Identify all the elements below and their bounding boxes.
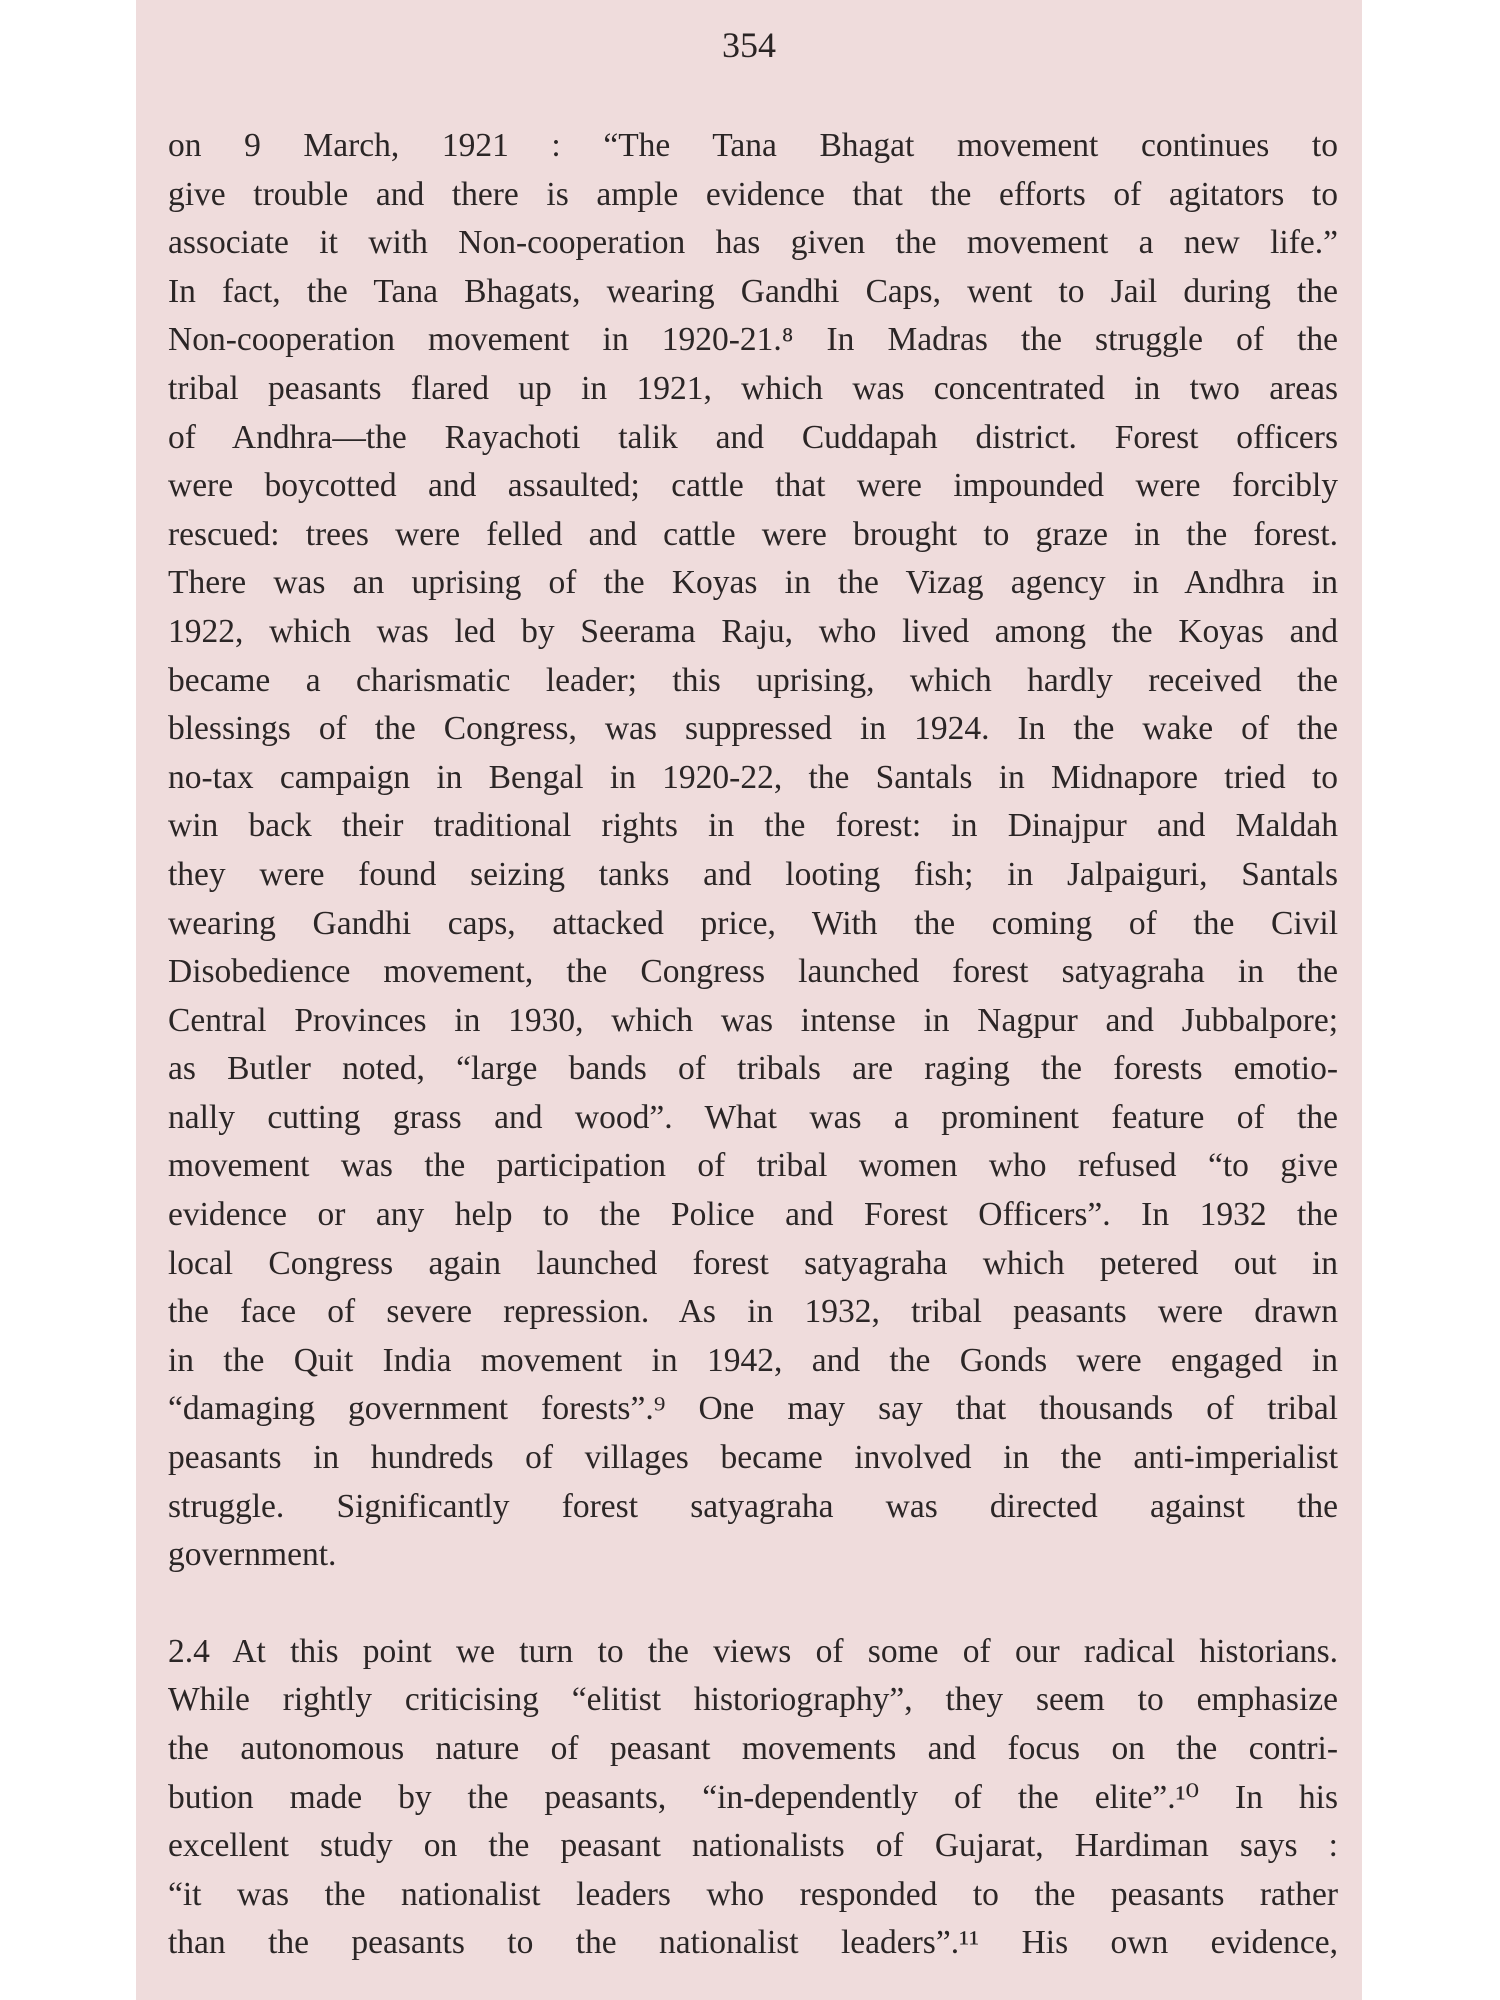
text-line: government. (168, 1536, 337, 1574)
text-line: In fact, the Tana Bhagats, wearing Gandhi Caps, went to Jail during the (168, 272, 1338, 310)
text-line: in the Quit India movement in 1942, and the Gonds were engaged in (168, 1341, 1338, 1379)
text-line: wearing Gandhi caps, attacked price, With the coming of the Civil (168, 904, 1338, 942)
text-line: blessings of the Congress, was suppressed in 1924. In the wake of the (168, 710, 1338, 748)
text-line: 2.4 At this point we turn to the views of some of our radical historians. (168, 1632, 1338, 1670)
text-line: became a charismatic leader; this uprising, which hardly received the (168, 661, 1338, 699)
text-line: local Congress again launched forest satyagraha which petered out in (168, 1244, 1338, 1282)
text-line: rescued: trees were felled and cattle were brought to graze in the forest. (168, 515, 1338, 553)
text-line: evidence or any help to the Police and Forest Officers”. In 1932 the (168, 1196, 1338, 1234)
text-line: the autonomous nature of peasant movements and focus on the contri- (168, 1730, 1338, 1767)
text-line: Disobedience movement, the Congress launched forest satyagraha in the (168, 953, 1338, 991)
text-line: struggle. Significantly forest satyagraha was directed against the (168, 1487, 1338, 1525)
text-line: as Butler noted, “large bands of tribals are raging the forests emotio- (168, 1050, 1338, 1088)
text-line: “it was the nationalist leaders who responded to the peasants rather (168, 1875, 1338, 1913)
text-line: Non-cooperation movement in 1920-21.⁸ In Madras the struggle of the (168, 321, 1338, 359)
page-number: 354 (722, 25, 776, 65)
text-line: no-tax campaign in Bengal in 1920-22, the Santals in Midnapore tried to (168, 758, 1338, 796)
text-line: “damaging government forests”.⁹ One may say that thousands of tribal (168, 1390, 1338, 1428)
text-line: give trouble and there is ample evidence that the efforts of agitators to (168, 175, 1338, 213)
text-line: Central Provinces in 1930, which was intense in Nagpur and Jubbalpore; (168, 1001, 1338, 1039)
text-line: 1922, which was led by Seerama Raju, who lived among the Koyas and (168, 612, 1338, 650)
paragraph-2 (168, 1628, 1338, 1968)
text-line: they were found seizing tanks and looting fish; in Jalpaiguri, Santals (168, 855, 1338, 893)
text-line: There was an uprising of the Koyas in the Vizag agency in Andhra in (168, 564, 1338, 602)
body-text (168, 122, 1338, 1968)
text-line: than the peasants to the nationalist leaders”.¹¹ His own evidence, (168, 1924, 1338, 1962)
text-line: associate it with Non-cooperation has given the movement a new life.” (168, 224, 1338, 262)
text-line: peasants in hundreds of villages became involved in the anti-imperialist (168, 1439, 1338, 1477)
text-line: movement was the participation of tribal women who refused “to give (168, 1147, 1338, 1185)
text-line: nally cutting grass and wood”. What was a prominent feature of the (168, 1098, 1338, 1136)
text-line: were boycotted and assaulted; cattle that were impounded were forcibly (168, 467, 1338, 505)
text-line: bution made by the peasants, “in-dependently of the elite”.¹⁰ In his (168, 1778, 1338, 1816)
text-line: excellent study on the peasant nationalists of Gujarat, Hardiman says : (168, 1827, 1338, 1865)
paragraph-gap (168, 1580, 1338, 1628)
book-page (136, 0, 1362, 2000)
text-line: win back their traditional rights in the forest: in Dinajpur and Maldah (168, 807, 1338, 845)
text-line: While rightly criticising “elitist historiography”, they seem to emphasize (168, 1681, 1338, 1719)
text-line: of Andhra—the Rayachoti talik and Cuddapah district. Forest officers (168, 418, 1338, 456)
text-line: the face of severe repression. As in 1932, tribal peasants were drawn (168, 1293, 1338, 1331)
text-line: tribal peasants flared up in 1921, which was concentrated in two areas (168, 369, 1338, 407)
paragraph-1 (168, 122, 1338, 1580)
text-line: on 9 March, 1921 : “The Tana Bhagat movement continues to (168, 127, 1338, 164)
